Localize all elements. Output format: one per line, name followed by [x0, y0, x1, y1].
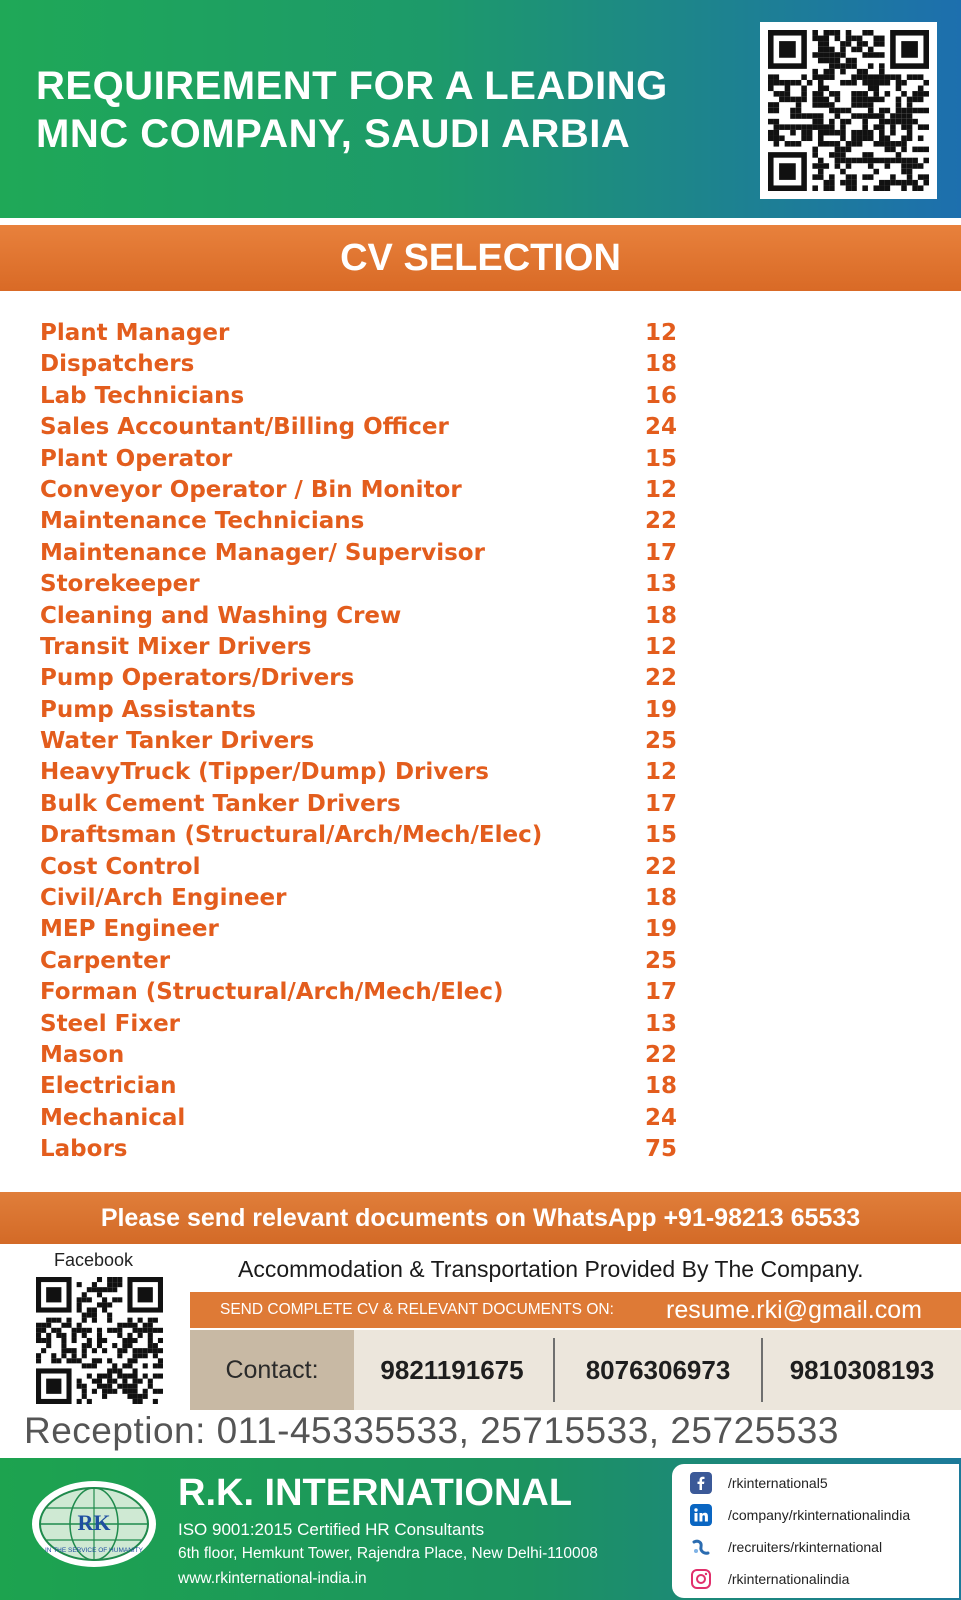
phone-number[interactable]: 8076306973 — [585, 1355, 731, 1385]
social-link-instagram[interactable] — [690, 1564, 955, 1594]
list-item — [40, 820, 700, 851]
job-title: HeavyTruck (Tipper/Dump) Drivers — [40, 759, 489, 786]
job-count: 18 — [645, 885, 678, 912]
job-count: 17 — [645, 539, 678, 566]
qr-code-icon — [760, 22, 937, 199]
social-links-card — [672, 1464, 959, 1598]
list-item — [40, 946, 700, 977]
list-item — [40, 914, 700, 945]
job-list — [40, 318, 700, 1166]
job-count: 75 — [645, 1136, 678, 1163]
footer — [0, 1458, 961, 1600]
divider — [553, 1338, 555, 1402]
job-count: 22 — [645, 665, 678, 692]
divider — [761, 1338, 763, 1402]
cv-selection-banner — [0, 225, 961, 291]
job-title: Steel Fixer — [40, 1010, 181, 1037]
social-link-facebook[interactable] — [690, 1468, 955, 1498]
job-title: Dispatchers — [40, 351, 195, 378]
social-handle: /company/rkinternationalindia — [728, 1507, 911, 1523]
list-item — [40, 601, 700, 632]
job-title: Cleaning and Washing Crew — [40, 602, 402, 629]
job-count: 13 — [645, 1010, 678, 1037]
job-count: 22 — [645, 508, 678, 535]
list-item — [40, 1103, 700, 1134]
job-title: Pump Operators/Drivers — [40, 665, 355, 692]
job-title: Labors — [40, 1136, 128, 1163]
header-banner — [0, 0, 961, 218]
list-item — [40, 506, 700, 537]
list-item — [40, 883, 700, 914]
title-line-2: MNC COMPANY, SAUDI ARBIA — [36, 112, 631, 156]
linkedin-icon — [690, 1504, 712, 1526]
list-item — [40, 852, 700, 883]
job-title: Maintenance Manager/ Supervisor — [40, 539, 485, 566]
social-handle: /rkinternationalindia — [728, 1571, 850, 1587]
contact-label: Contact: — [225, 1356, 319, 1384]
job-count: 17 — [645, 979, 678, 1006]
job-title: Forman (Structural/Arch/Mech/Elec) — [40, 979, 504, 1006]
list-item — [40, 381, 700, 412]
list-item — [40, 538, 700, 569]
job-count: 22 — [645, 1041, 678, 1068]
job-title: Draftsman (Structural/Arch/Mech/Elec) — [40, 822, 543, 849]
list-item — [40, 444, 700, 475]
social-link-naukri[interactable] — [690, 1532, 955, 1562]
job-count: 25 — [645, 728, 678, 755]
list-item — [40, 569, 700, 600]
job-title: Bulk Cement Tanker Drivers — [40, 790, 401, 817]
job-title: Pump Assistants — [40, 696, 256, 723]
job-title: Water Tanker Drivers — [40, 728, 315, 755]
job-count: 12 — [645, 759, 678, 786]
job-title: Civil/Arch Engineer — [40, 885, 287, 912]
page-title — [36, 62, 736, 158]
list-item — [40, 412, 700, 443]
logo-text: RK — [77, 1510, 111, 1535]
logo-tagline: IN THE SERVICE OF HUMANITY — [45, 1547, 143, 1554]
job-count: 15 — [645, 822, 678, 849]
company-address: 6th floor, Hemkunt Tower, Rajendra Place, New Delhi-110008 — [178, 1545, 598, 1562]
list-item — [40, 632, 700, 663]
job-count: 25 — [645, 947, 678, 974]
whatsapp-text: Please send relevant documents on WhatsApp +91-98213 65533 — [100, 1204, 861, 1232]
job-count: 15 — [645, 445, 678, 472]
job-count: 18 — [645, 602, 678, 629]
job-count: 19 — [645, 916, 678, 943]
list-item — [40, 1009, 700, 1040]
list-item — [40, 1040, 700, 1071]
job-title: Sales Accountant/Billing Officer — [40, 414, 449, 441]
job-title: MEP Engineer — [40, 916, 219, 943]
contact-box — [190, 1330, 961, 1410]
list-item — [40, 1071, 700, 1102]
list-item — [40, 1134, 700, 1165]
job-count: 18 — [645, 1073, 678, 1100]
job-title: Mechanical — [40, 1104, 186, 1131]
list-item — [40, 318, 700, 349]
job-title: Maintenance Technicians — [40, 508, 365, 535]
job-title: Carpenter — [40, 947, 171, 974]
reception-numbers: Reception: 011-45335533, 25715533, 25725533 — [24, 1410, 839, 1451]
rk-globe-logo — [28, 1478, 160, 1570]
job-title: Electrician — [40, 1073, 177, 1100]
title-line-1: REQUIREMENT FOR A LEADING — [36, 64, 668, 108]
whatsapp-banner — [0, 1192, 961, 1244]
section-title: CV SELECTION — [340, 237, 621, 279]
facebook-label: Facebook — [54, 1250, 134, 1270]
job-count: 12 — [645, 476, 678, 503]
job-title: Storekeeper — [40, 571, 200, 598]
list-item — [40, 757, 700, 788]
facebook-icon — [690, 1472, 712, 1494]
job-title: Mason — [40, 1041, 125, 1068]
send-cv-label: SEND COMPLETE CV & RELEVANT DOCUMENTS ON: — [220, 1301, 614, 1318]
job-count: 24 — [645, 414, 678, 441]
social-link-linkedin[interactable] — [690, 1500, 955, 1530]
facebook-qr-code-icon — [32, 1273, 167, 1408]
job-title: Plant Manager — [40, 320, 230, 346]
send-cv-bar — [190, 1292, 961, 1328]
accommodation-note: Accommodation & Transportation Provided By The Company. — [238, 1256, 864, 1282]
job-count: 24 — [645, 1104, 678, 1131]
job-count: 18 — [645, 351, 678, 378]
job-title: Lab Technicians — [40, 382, 245, 409]
job-count: 16 — [645, 382, 678, 409]
naukri-icon — [690, 1536, 712, 1558]
job-count: 12 — [645, 633, 678, 660]
list-item — [40, 726, 700, 757]
company-name: R.K. INTERNATIONAL — [178, 1472, 573, 1514]
list-item — [40, 475, 700, 506]
email-link[interactable]: resume.rki@gmail.com — [666, 1296, 922, 1324]
phone-number[interactable]: 9810308193 — [789, 1355, 935, 1385]
social-handle: /recruiters/rkinternational — [728, 1539, 883, 1555]
job-count: 13 — [645, 571, 678, 598]
phone-number[interactable]: 9821191675 — [380, 1355, 524, 1385]
job-title: Plant Operator — [40, 445, 233, 472]
job-count: 17 — [645, 790, 678, 817]
job-title: Cost Control — [40, 853, 201, 880]
company-certification: ISO 9001:2015 Certified HR Consultants — [178, 1520, 485, 1539]
list-item — [40, 789, 700, 820]
job-count: 12 — [645, 320, 678, 346]
company-website-link[interactable]: www.rkinternational-india.in — [178, 1570, 367, 1587]
job-count: 22 — [645, 853, 678, 880]
list-item — [40, 349, 700, 380]
job-title: Transit Mixer Drivers — [40, 633, 312, 660]
job-title: Conveyor Operator / Bin Monitor — [40, 476, 462, 503]
instagram-icon — [690, 1568, 712, 1590]
list-item — [40, 695, 700, 726]
list-item — [40, 977, 700, 1008]
list-item — [40, 663, 700, 694]
job-count: 19 — [645, 696, 678, 723]
social-handle: /rkinternational5 — [728, 1475, 828, 1491]
